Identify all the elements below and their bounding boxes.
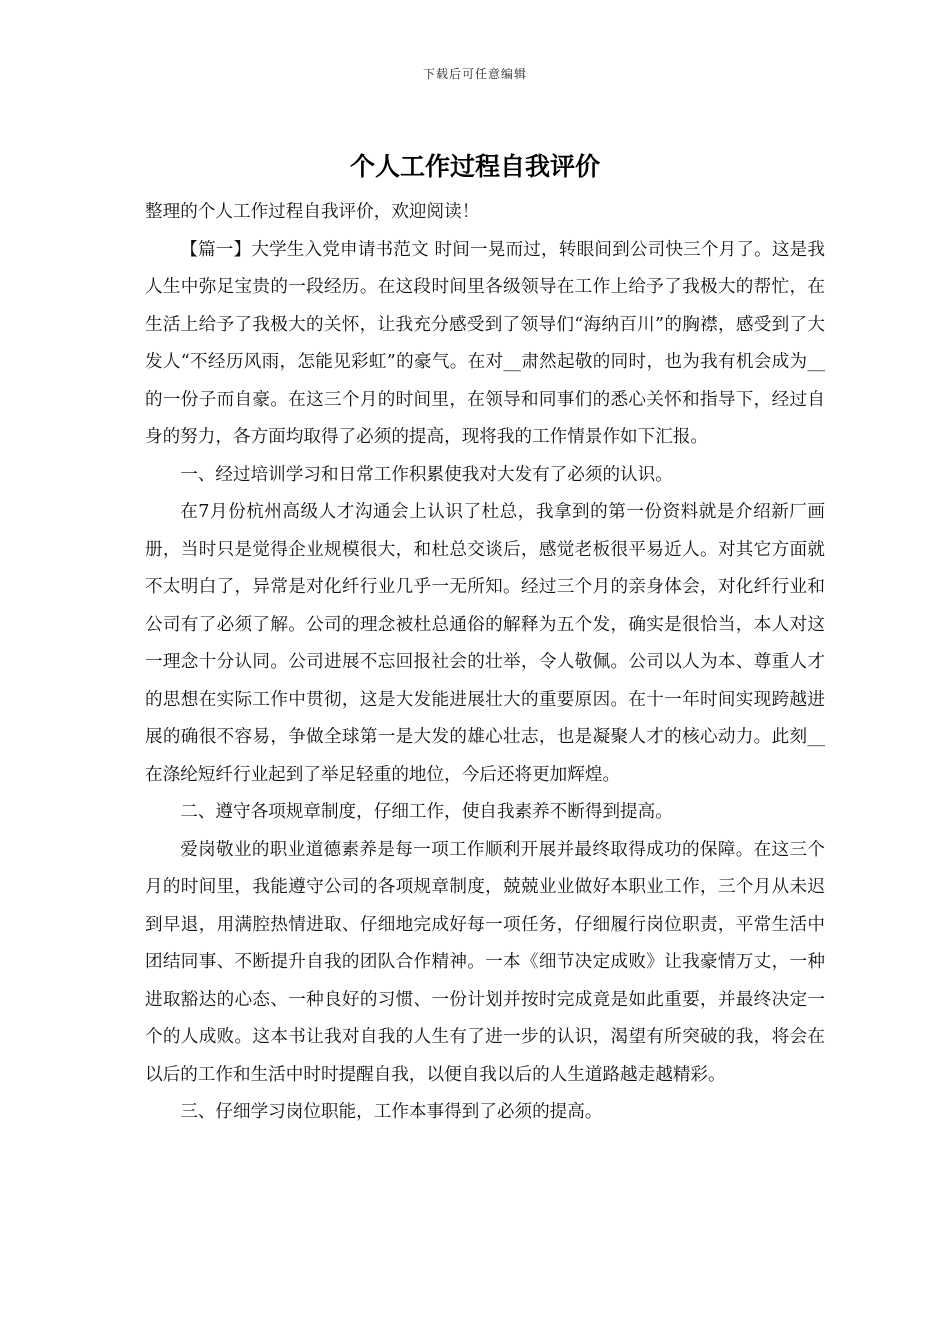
page-header-note: 下载后可任意编辑 <box>422 67 527 81</box>
document-body <box>145 194 825 1132</box>
paragraph-part-one: 【篇一】大学生入党申请书范文 时间一晃而过，转眼间到公司快三个月了。这是我人生中弥足宝贵的一段经历。在这段时间里各级领导在工作上给予了我极大的帮忙，在生活上给予了我极大的关怀，让我充分感受到了领导们“海纳百川”的胸襟，感受到了大发人“不经历风雨，怎能见彩虹”的豪气。在对__肃然起敬的同时，也为我有机会成为__的一份子而自豪。在这三个月的时间里，在领导和同事们的悉心关怀和指导下，经过自身的努力，各方面均取得了必须的提高，现将我的工作情景作如下汇报。 <box>145 239 825 447</box>
document-title: 个人工作过程自我评价 <box>349 152 600 181</box>
paragraph-section-one: 在7月份杭州高级人才沟通会上认识了杜总，我拿到的第一份资料就是介绍新厂画册，当时只是觉得企业规模很大，和杜总交谈后，感觉老板很平易近人。对其它方面就不太明白了，异常是对化纤行业几乎一无所知。经过三个月的亲身体会，对化纤行业和公司有了必须了解。公司的理念被杜总通俗的解释为五个发，确实是很恰当，本人对这一理念十分认同。公司进展不忘回报社会的壮举，令人敬佩。公司以人为本、尊重人才的思想在实际工作中贯彻，这是大发能进展壮大的重要原因。在十一年时间实现跨越进展的确很不容易，争做全球第一是大发的雄心壮志，也是凝聚人才的核心动力。此刻__在涤纶短纤行业起到了举足轻重的地位，今后还将更加辉煌。 <box>145 502 825 785</box>
section-heading-two: 二、遵守各项规章制度，仔细工作，使自我素养不断得到提高。 <box>180 802 673 822</box>
section-heading-one: 一、经过培训学习和日常工作积累使我对大发有了必须的认识。 <box>180 464 673 485</box>
paragraph-section-two: 爱岗敬业的职业道德素养是每一项工作顺利开展并最终取得成功的保障。在这三个月的时间里，我能遵守公司的各项规章制度，兢兢业业做好本职业工作，三个月从未迟到早退，用满腔热情进取、仔细地完成好每一项任务，仔细履行岗位职责，平常生活中团结同事、不断提升自我的团队合作精神。一本《细节决定成败》让我豪情万丈，一种进取豁达的心态、一种良好的习惯、一份计划并按时完成竟是如此重要，并最终决定一个的人成败。这本书让我对自我的人生有了进一步的认识，渴望有所突破的我，将会在以后的工作和生活中时时提醒自我，以便自我以后的人生道路越走越精彩。 <box>145 839 825 1085</box>
intro-paragraph: 整理的个人工作过程自我评价，欢迎阅读！ <box>145 202 480 222</box>
section-heading-three: 三、仔细学习岗位职能，工作本事得到了必须的提高。 <box>180 1102 603 1122</box>
